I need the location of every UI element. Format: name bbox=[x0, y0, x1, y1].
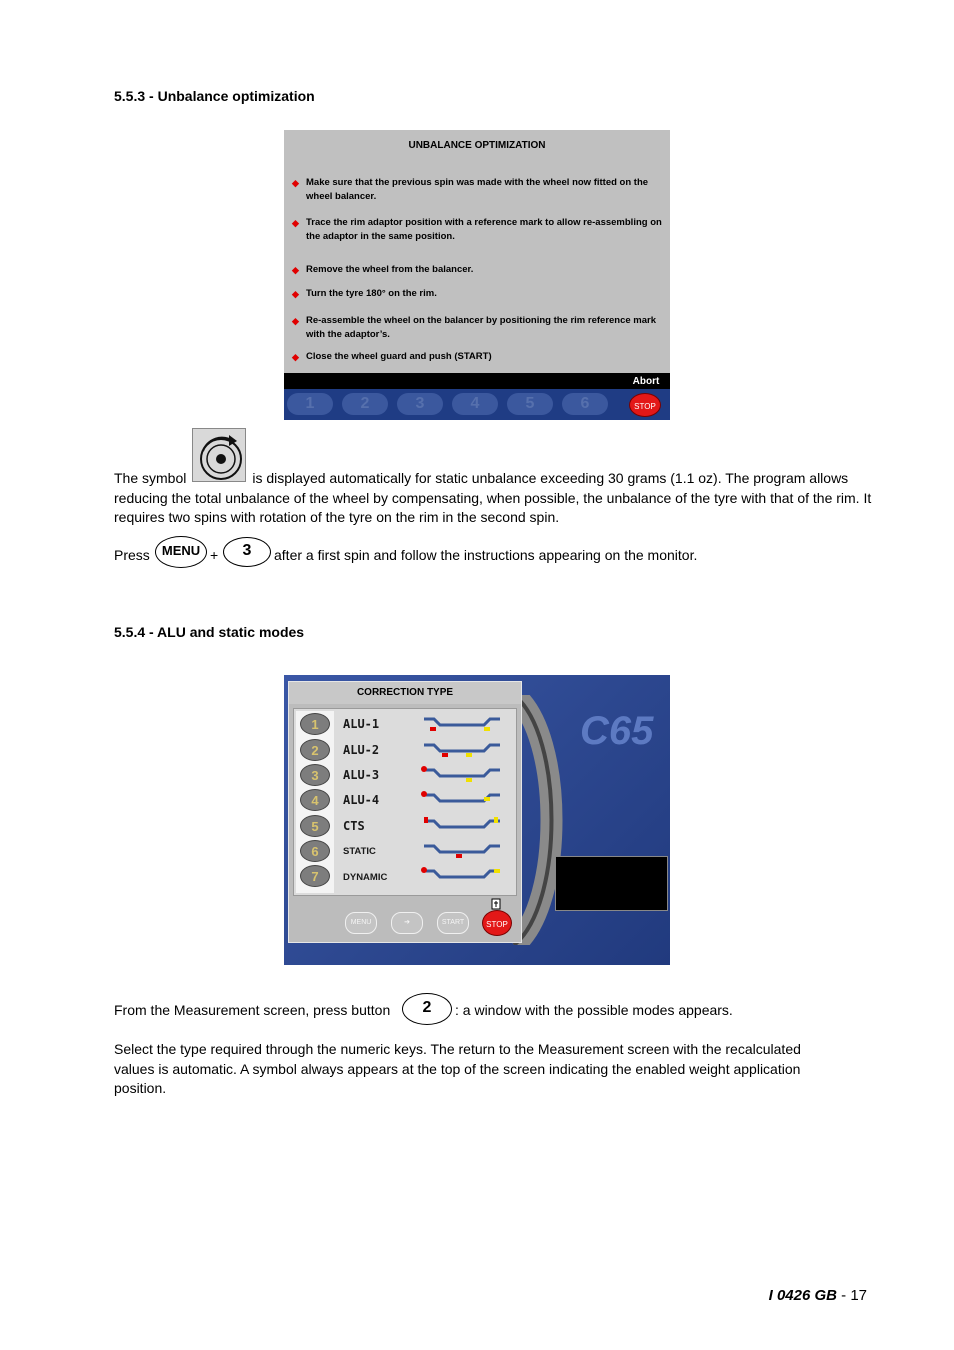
display-box bbox=[555, 856, 668, 911]
mode-label-dynamic[interactable]: DYNAMIC bbox=[343, 872, 388, 883]
softkey-3[interactable]: 3 bbox=[397, 393, 443, 415]
status-bar bbox=[284, 373, 670, 389]
paragraph-select-type: Select the type required through the numeric keys. The return to the Measurement screen with the recalculated values is automatic. A symbol always appears at the top of the screen indicating the enabled weight application position. bbox=[114, 1041, 801, 1096]
mode-key-2[interactable]: 2 bbox=[300, 739, 330, 761]
softkey-5[interactable]: 5 bbox=[507, 393, 553, 415]
document-code: I 0426 GB bbox=[768, 1287, 837, 1304]
softkey-4[interactable]: 4 bbox=[452, 393, 498, 415]
mode-label-alu2[interactable]: ALU-2 bbox=[343, 743, 380, 757]
abort-label[interactable]: Abort bbox=[622, 373, 670, 389]
bullet-diamond-icon: ◆ bbox=[292, 178, 299, 188]
c65-logo: C65 bbox=[580, 709, 654, 753]
section-heading-unbalance-optimization: 5.5.3 - Unbalance optimization bbox=[114, 88, 315, 104]
mode-key-4[interactable]: 4 bbox=[300, 789, 330, 811]
bullet-diamond-icon: ◆ bbox=[292, 289, 299, 299]
softkey-6[interactable]: 6 bbox=[562, 393, 608, 415]
bullet-diamond-icon: ◆ bbox=[292, 352, 299, 362]
mode-label-cts[interactable]: CTS bbox=[343, 819, 365, 833]
screen-title: UNBALANCE OPTIMIZATION bbox=[408, 140, 546, 151]
page-footer bbox=[769, 1287, 867, 1304]
key-3: 3 bbox=[223, 537, 271, 567]
press-label: Press bbox=[114, 547, 150, 563]
stop-button[interactable]: STOP bbox=[629, 393, 661, 417]
instruction-bullet: ◆ Trace the rim adaptor position with a reference mark to allow re-assembling on the adaptor in the same position. bbox=[292, 217, 662, 242]
bullet-diamond-icon: ◆ bbox=[292, 218, 299, 228]
mode-key-6[interactable]: 6 bbox=[300, 840, 330, 862]
key-2: 2 bbox=[402, 993, 452, 1025]
start-button[interactable]: START bbox=[437, 912, 469, 934]
arrow-button[interactable] bbox=[391, 912, 423, 934]
window-title: CORRECTION TYPE bbox=[289, 682, 521, 704]
correction-type-screen bbox=[284, 675, 670, 965]
mode-label-alu3[interactable]: ALU-3 bbox=[343, 768, 380, 782]
correction-type-window bbox=[288, 681, 522, 943]
instruction-bullet: ◆ Turn the tyre 180° on the rim. bbox=[292, 288, 437, 299]
unbalance-optimization-screen bbox=[284, 130, 670, 420]
softkey-1[interactable]: 1 bbox=[287, 393, 333, 415]
button-bar bbox=[293, 904, 517, 940]
mode-key-5[interactable]: 5 bbox=[300, 815, 330, 837]
window-appears-text: : a window with the possible modes appears. bbox=[455, 1002, 733, 1018]
bullet-diamond-icon: ◆ bbox=[292, 316, 299, 326]
bullet-diamond-icon: ◆ bbox=[292, 265, 299, 275]
mode-key-3[interactable]: 3 bbox=[300, 764, 330, 786]
measurement-screen-text: From the Measurement screen, press button bbox=[114, 1002, 391, 1018]
instruction-bullet: ◆ Remove the wheel from the balancer. bbox=[292, 264, 474, 275]
section-heading-alu-static-modes: 5.5.4 - ALU and static modes bbox=[114, 624, 305, 640]
menu-button[interactable]: MENU bbox=[345, 912, 377, 934]
mode-key-1[interactable]: 1 bbox=[300, 713, 330, 735]
arrow-right-icon: ➔ bbox=[404, 919, 410, 926]
mode-label-static[interactable]: STATIC bbox=[343, 846, 376, 857]
paragraph-symbol-description: The symbol is displayed automatically for static unbalance exceeding 30 grams (1.1 oz). The program allows reducing the total unbalance of the wheel by compensating, when possible, the unbalance of the tyre with that of the rim. It requires two spins with rotation of the tyre on the rim in the second spin. bbox=[114, 470, 872, 525]
softkey-2[interactable]: 2 bbox=[342, 393, 388, 415]
mode-label-alu1[interactable]: ALU-1 bbox=[343, 717, 380, 731]
mode-label-alu4[interactable]: ALU-4 bbox=[343, 793, 380, 807]
menu-key: MENU bbox=[155, 536, 207, 568]
press-instruction-text: after a first spin and follow the instructions appearing on the monitor. bbox=[274, 547, 698, 563]
instruction-bullet: ◆ Make sure that the previous spin was made with the wheel now fitted on the wheel balancer. bbox=[292, 177, 649, 202]
instruction-bullet: ◆ Re-assemble the wheel on the balancer by positioning the rim reference mark with the adaptor’s. bbox=[292, 315, 657, 340]
stop-button[interactable]: STOP bbox=[482, 910, 512, 936]
mode-key-7[interactable]: 7 bbox=[300, 865, 330, 887]
mode-list bbox=[293, 708, 517, 896]
plus-sign: + bbox=[210, 547, 219, 563]
instruction-bullet: ◆ Close the wheel guard and push (START) bbox=[292, 351, 492, 362]
document-icon bbox=[491, 898, 501, 910]
rim-profile-diagrams bbox=[420, 711, 504, 893]
softkey-bar bbox=[284, 389, 670, 420]
page-number: - 17 bbox=[836, 1287, 867, 1304]
